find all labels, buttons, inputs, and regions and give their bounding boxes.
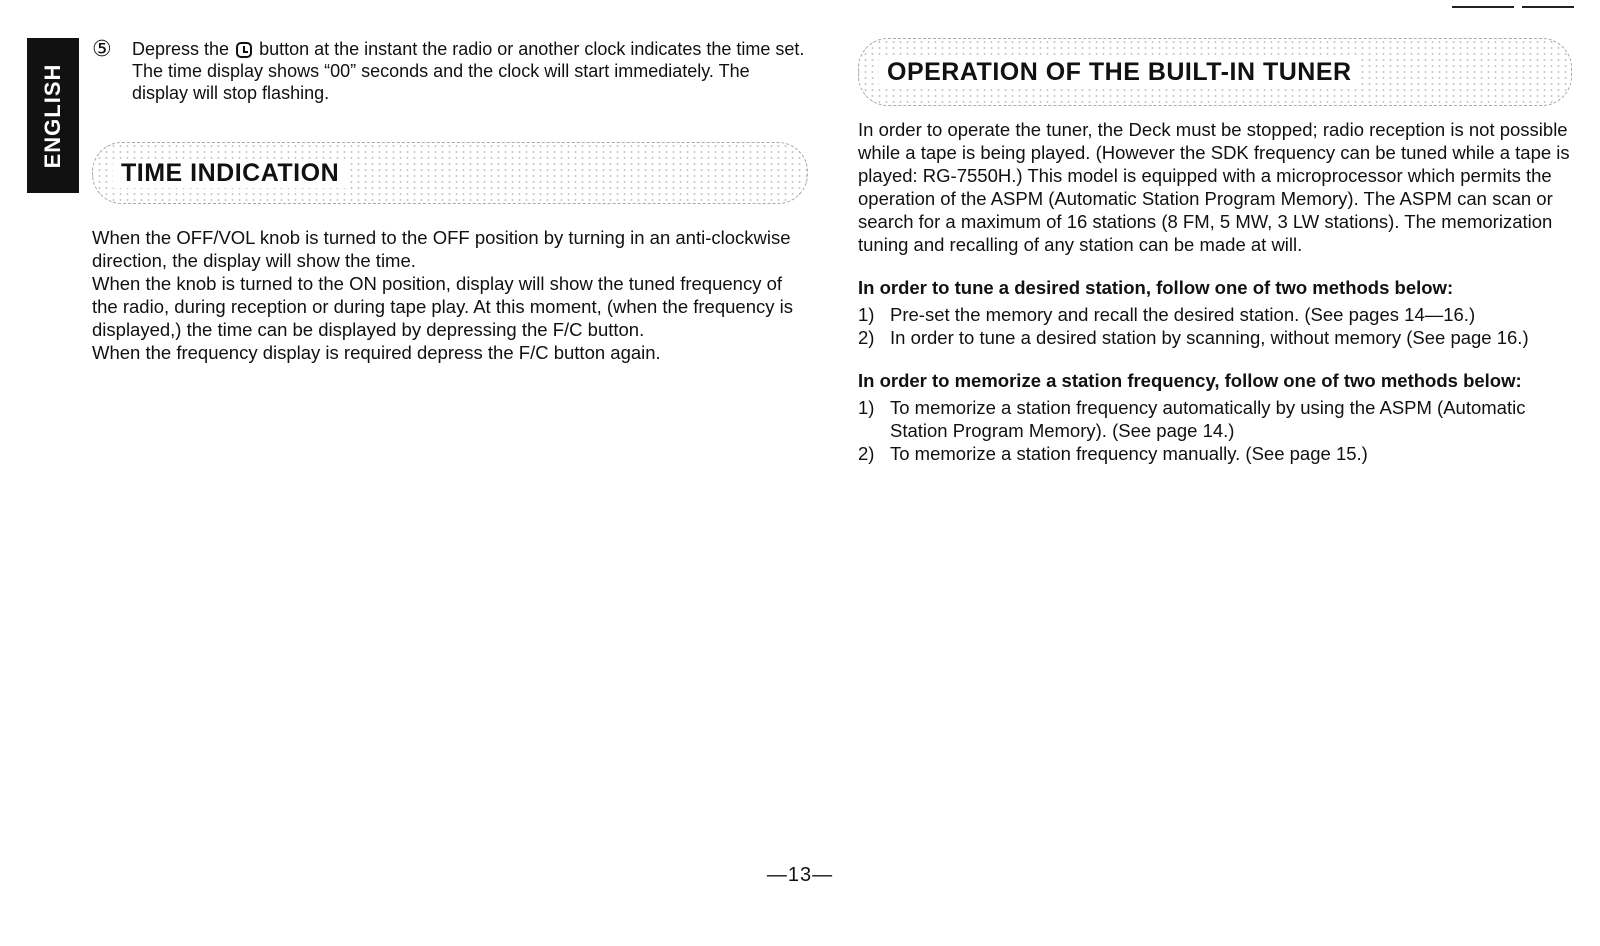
step-text-after: button at the instant the radio or another clock indicates the time set. The time display shows “00” seconds and the clock will start immediately. The display will stop flashing.: [132, 39, 805, 103]
paragraph: When the frequency display is required depress the F/C button again.: [92, 342, 661, 363]
paragraph: When the knob is turned to the ON position, display will show the tuned frequency of the radio, during reception or during tape play. At this moment, (when the frequency is displayed,) the time can be displayed by depressing the F/C button.: [92, 273, 793, 340]
step-5: [92, 38, 808, 104]
list-item: [858, 303, 1572, 326]
list-text: To memorize a station frequency manually. (See page 15.): [890, 443, 1368, 464]
language-tab-label: ENGLISH: [40, 63, 65, 168]
list-number: 1): [858, 304, 875, 325]
list-text: To memorize a station frequency automatically by using the ASPM (Automatic Station Program Memory). (See page 14.): [890, 397, 1526, 441]
list-item: [858, 396, 1572, 442]
language-tab: [27, 38, 79, 193]
left-column: [92, 38, 808, 364]
tuner-heading: OPERATION OF THE BUILT-IN TUNER: [879, 58, 1360, 87]
tuner-intro: [858, 118, 1572, 256]
paragraph: When the OFF/VOL knob is turned to the OFF position by turning in an anti-clockwise direction, the display will show the time.: [92, 227, 791, 271]
memorize-section-title: In order to memorize a station frequency, follow one of two methods below:: [858, 370, 1522, 391]
list-number: 2): [858, 443, 875, 464]
list-item: [858, 326, 1572, 349]
tune-section-title: In order to tune a desired station, follow one of two methods below:: [858, 277, 1454, 298]
corner-rule: [1452, 6, 1514, 8]
time-indication-heading-box: [92, 142, 808, 204]
paragraph: In order to operate the tuner, the Deck must be stopped; radio reception is not possible while a tape is being played. (However the SDK frequency can be tuned while a tape is played: RG-7550H.) This model is equipped with a microprocessor which permits the operation of the ASPM (Automatic Station Program Memory). The ASPM can scan or search for a maximum of 16 stations (8 FM, 5 MW, 3 LW stations). The memorization tuning and recalling of any station can be made at will.: [858, 119, 1570, 255]
step-text: [132, 38, 808, 104]
step-text-before: Depress the: [132, 39, 230, 59]
list-text: In order to tune a desired station by scanning, without memory (See page 16.): [890, 327, 1529, 348]
right-column: [858, 38, 1572, 465]
time-indication-heading: TIME INDICATION: [113, 159, 347, 188]
list-text: Pre-set the memory and recall the desired station. (See pages 14—16.): [890, 304, 1476, 325]
corner-rule: [1522, 6, 1574, 8]
page-number: —13—: [766, 864, 834, 886]
list-number: 2): [858, 327, 875, 348]
tuner-heading-box: [858, 38, 1572, 106]
list-number: 1): [858, 397, 875, 418]
list-item: [858, 442, 1572, 465]
step-number: ⑤: [92, 36, 112, 61]
time-indication-body: [92, 226, 808, 364]
clock-icon: [236, 42, 252, 58]
